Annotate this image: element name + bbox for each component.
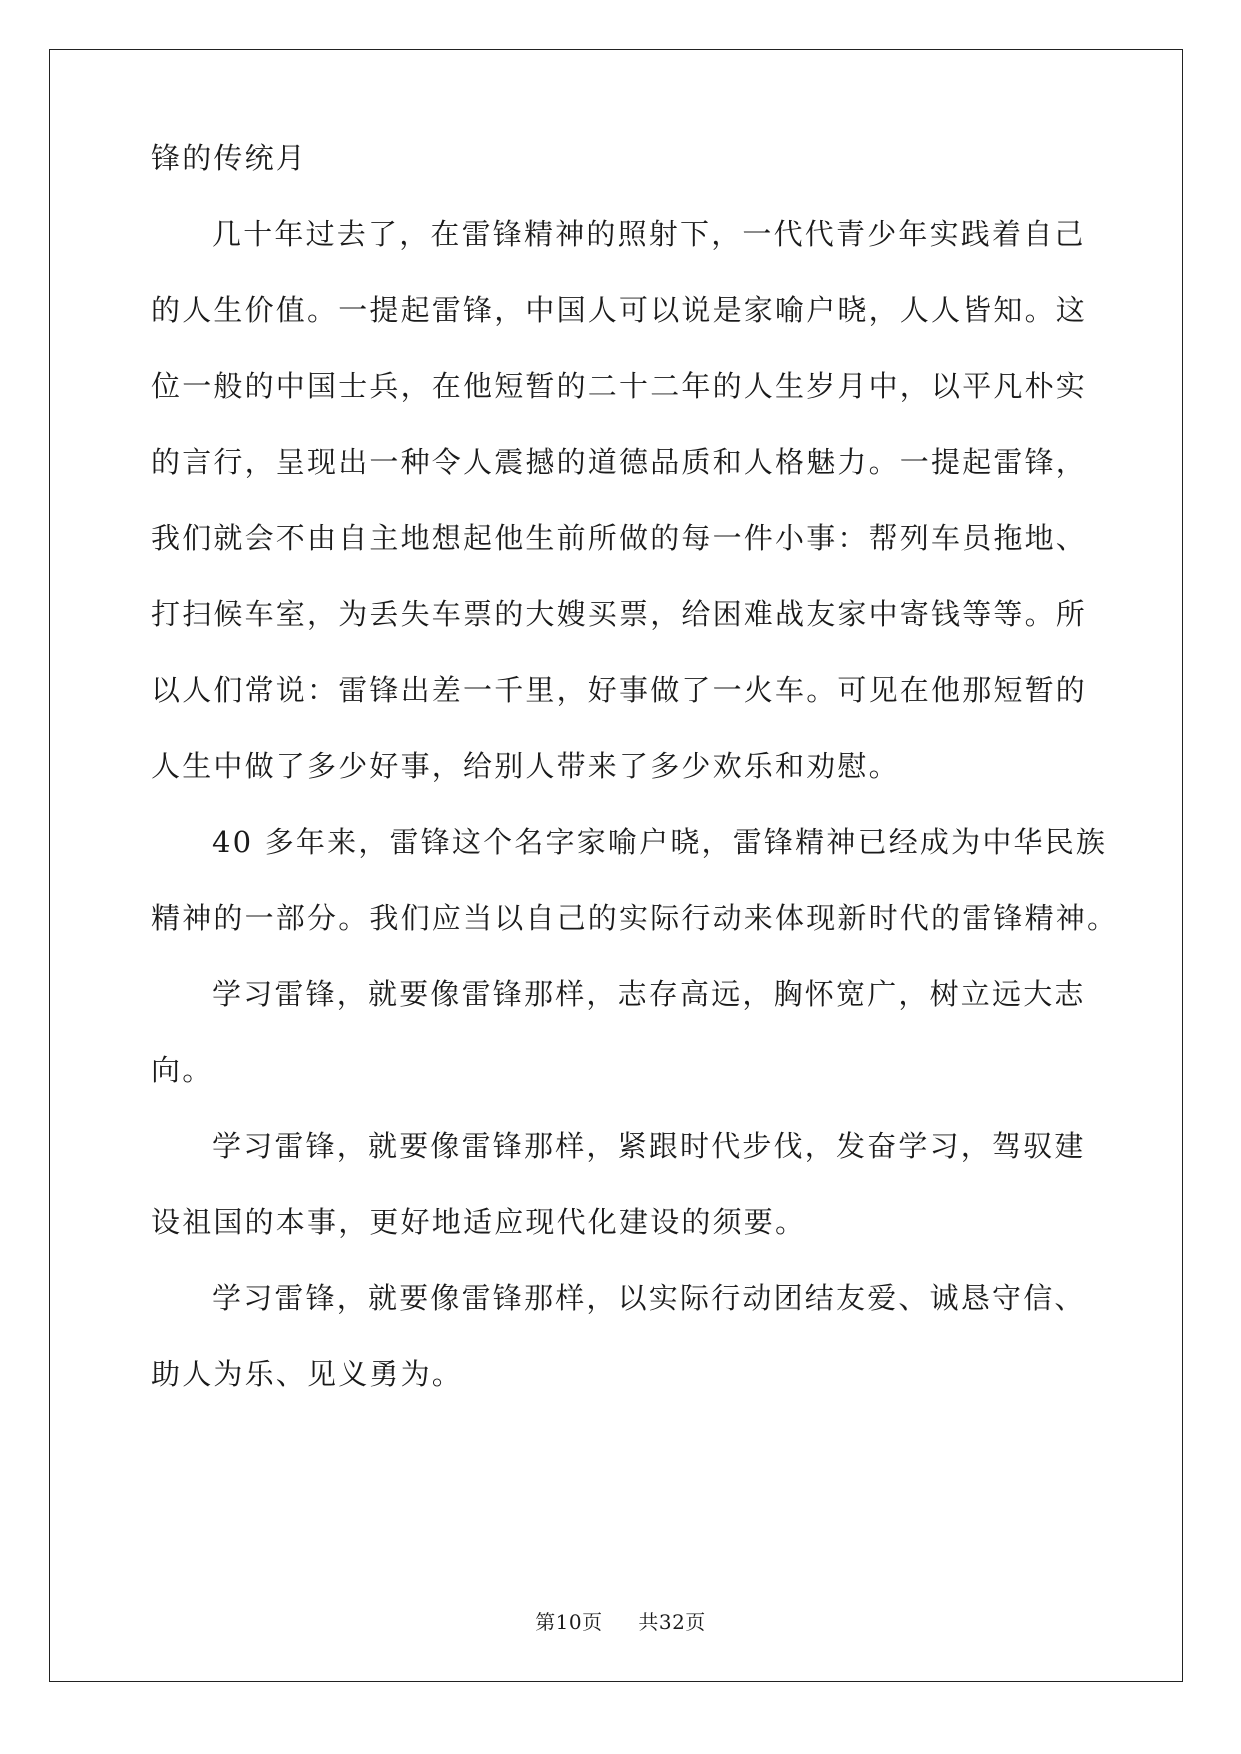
text-line: 的人生价值。一提起雷锋，中国人可以说是家喻户晓，人人皆知。这 <box>151 293 1088 327</box>
text-line: 学习雷锋，就要像雷锋那样，志存高远，胸怀宽广，树立远大志 <box>212 977 1086 1011</box>
page-footer <box>0 1606 1241 1635</box>
text-line: 打扫候车室，为丢失车票的大嫂买票，给困难战友家中寄钱等等。所 <box>151 597 1088 631</box>
text-line: 学习雷锋，就要像雷锋那样，以实际行动团结友爱、诚恳守信、 <box>212 1281 1086 1315</box>
total-pages: 共32页 <box>638 1610 706 1634</box>
page-number: 第10页 <box>535 1610 603 1634</box>
text-line: 我们就会不由自主地想起他生前所做的每一件小事：帮列车员拖地、 <box>151 521 1088 555</box>
text-line: 学习雷锋，就要像雷锋那样，紧跟时代步伐，发奋学习，驾驭建 <box>212 1129 1086 1163</box>
text-line: 向。 <box>151 1053 214 1087</box>
text-line: 锋的传统月 <box>151 141 308 175</box>
text-line: 位一般的中国士兵，在他短暂的二十二年的人生岁月中，以平凡朴实 <box>151 369 1088 403</box>
text-line: 设祖国的本事，更好地适应现代化建设的须要。 <box>151 1205 807 1239</box>
text-line: 的言行，呈现出一种令人震撼的道德品质和人格魅力。一提起雷锋， <box>151 445 1088 479</box>
text-line: 助人为乐、见义勇为。 <box>151 1357 464 1391</box>
text-line: 人生中做了多少好事，给别人带来了多少欢乐和劝慰。 <box>151 749 900 783</box>
text-line: 精神的一部分。我们应当以自己的实际行动来体现新时代的雷锋精神。 <box>151 901 1119 935</box>
text-line: 几十年过去了，在雷锋精神的照射下，一代代青少年实践着自己 <box>212 217 1086 251</box>
text-line: 40 多年来，雷锋这个名字家喻户晓，雷锋精神已经成为中华民族 <box>212 825 1108 859</box>
text-line: 以人们常说：雷锋出差一千里，好事做了一火车。可见在他那短暂的 <box>151 673 1088 707</box>
document-body <box>151 141 1119 1412</box>
